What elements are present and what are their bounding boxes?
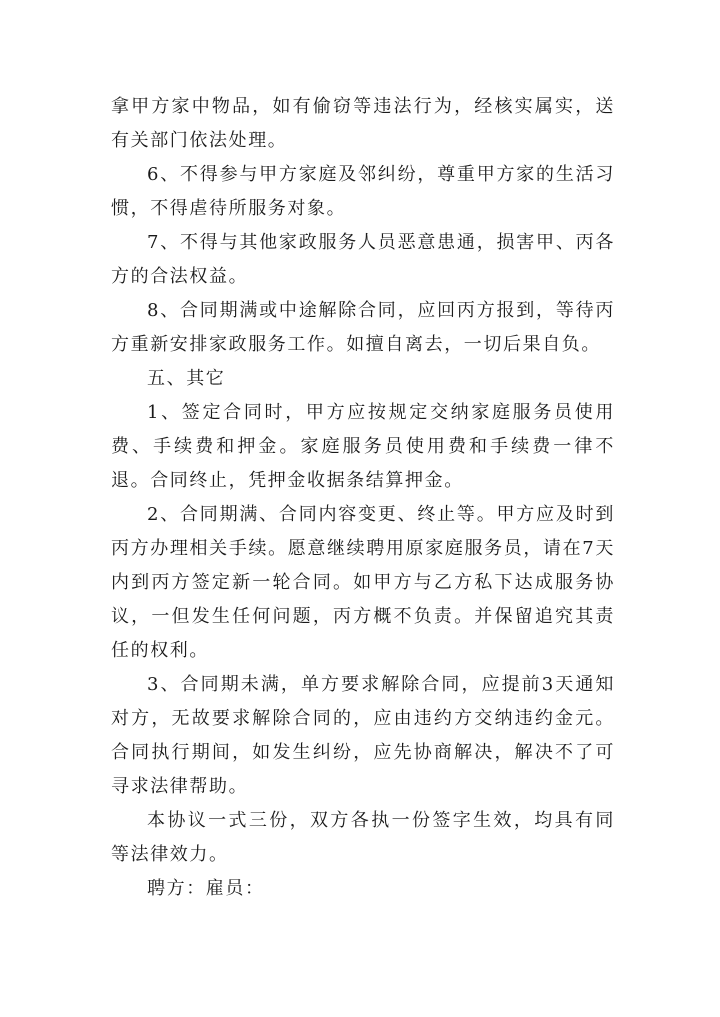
- paragraph-other-1: 1、签定合同时，甲方应按规定交纳家庭服务员使用费、手续费和押金。家庭服务员使用费和手续费一律不退。合同终止，凭押金收据条结算押金。: [111, 402, 615, 491]
- signature-line: 聘方：雇员：: [147, 878, 265, 899]
- document-body: [111, 90, 615, 906]
- paragraph-clause-6: 6、不得参与甲方家庭及邻纠纷，尊重甲方家的生活习惯，不得虐待所服务对象。: [111, 164, 615, 219]
- paragraph-other-3: 3、合同期未满，单方要求解除合同，应提前3天通知对方，无故要求解除合同的，应由违约方交纳违约金元。合同执行期间，如发生纠纷，应先协商解决，解决不了可寻求法律帮助。: [111, 674, 615, 797]
- paragraph-continuation: 拿甲方家中物品，如有偷窃等违法行为，经核实属实，送有关部门依法处理。: [111, 96, 615, 151]
- paragraph-other-2: 2、合同期满、合同内容变更、终止等。甲方应及时到丙方办理相关手续。愿意继续聘用原家庭服务员，请在7天内到丙方签定新一轮合同。如甲方与乙方私下达成服务协议，一但发生任何问题，丙方概不负责。并保留追究其责任的权利。: [111, 504, 615, 661]
- section-heading-other: 五、其它: [147, 368, 226, 389]
- paragraph-clause-8: 8、合同期满或中途解除合同，应回丙方报到，等待丙方重新安排家政服务工作。如擅自离去，一切后果自负。: [111, 300, 615, 355]
- paragraph-agreement-copies: 本协议一式三份，双方各执一份签字生效，均具有同等法律效力。: [111, 810, 615, 865]
- paragraph-clause-7: 7、不得与其他家政服务人员恶意患通，损害甲、丙各方的合法权益。: [111, 232, 615, 287]
